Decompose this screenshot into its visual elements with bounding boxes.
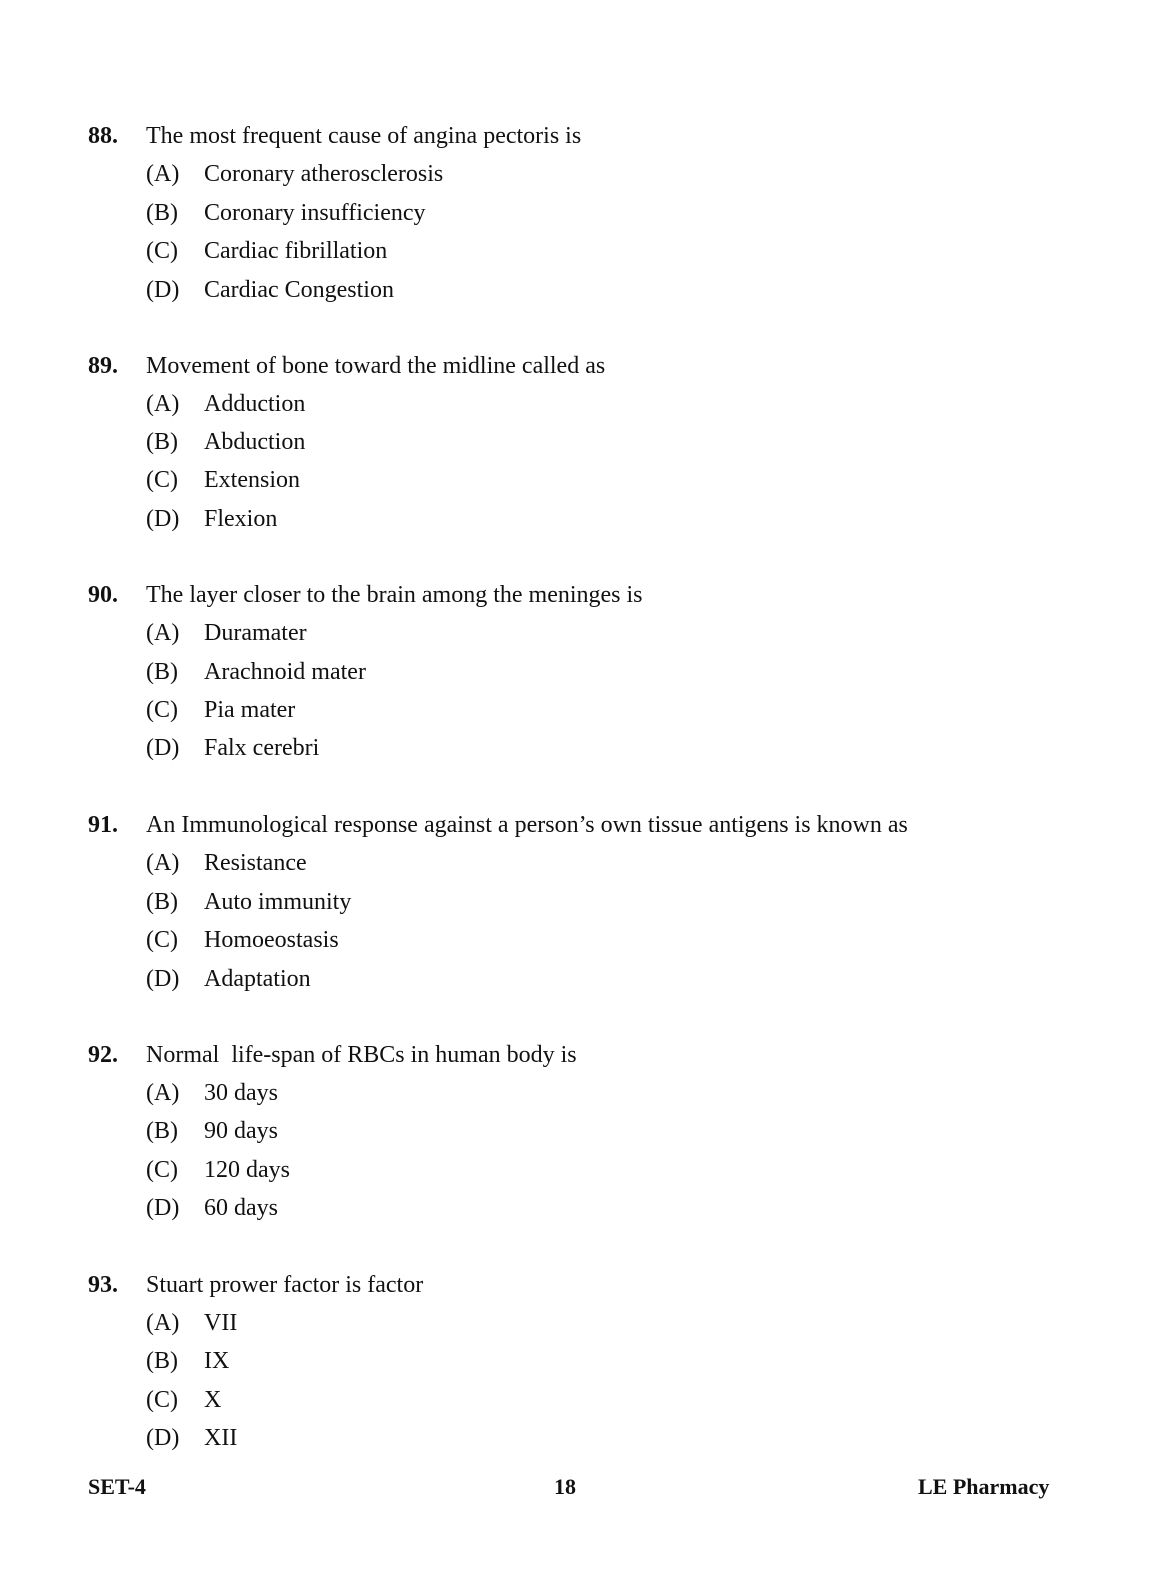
question-stem bbox=[0, 810, 1100, 840]
option-text: Extension bbox=[204, 467, 300, 493]
page-number: 18 bbox=[554, 1474, 576, 1499]
option-letter: (D) bbox=[146, 506, 180, 532]
option-letter: (C) bbox=[146, 1387, 178, 1413]
option-letter: (A) bbox=[146, 620, 180, 646]
option-b bbox=[0, 427, 1100, 457]
option-a bbox=[0, 1078, 1100, 1108]
option-letter: (B) bbox=[146, 889, 178, 915]
option-a bbox=[0, 159, 1100, 189]
option-letter: (C) bbox=[146, 697, 178, 723]
question-text: The most frequent cause of angina pectoris is bbox=[146, 123, 582, 149]
option-d bbox=[0, 1423, 1100, 1453]
question-stem bbox=[0, 580, 1100, 610]
option-a bbox=[0, 389, 1100, 419]
option-text: IX bbox=[204, 1348, 230, 1374]
option-letter: (B) bbox=[146, 429, 178, 455]
option-d bbox=[0, 733, 1100, 763]
option-text: Adduction bbox=[204, 391, 306, 417]
option-letter: (B) bbox=[146, 659, 178, 685]
option-b bbox=[0, 198, 1100, 228]
question-number: 93. bbox=[88, 1272, 118, 1298]
page-footer bbox=[0, 1472, 1153, 1502]
option-c bbox=[0, 1385, 1100, 1415]
option-letter: (A) bbox=[146, 1310, 180, 1336]
option-letter: (A) bbox=[146, 391, 180, 417]
option-letter: (C) bbox=[146, 467, 178, 493]
option-c bbox=[0, 1155, 1100, 1185]
option-d bbox=[0, 275, 1100, 305]
option-d bbox=[0, 1193, 1100, 1223]
option-letter: (D) bbox=[146, 277, 180, 303]
option-letter: (C) bbox=[146, 238, 178, 264]
option-c bbox=[0, 465, 1100, 495]
option-letter: (A) bbox=[146, 850, 180, 876]
option-text: 90 days bbox=[204, 1118, 278, 1144]
option-letter: (D) bbox=[146, 1195, 180, 1221]
option-text: Arachnoid mater bbox=[204, 659, 366, 685]
question-number: 92. bbox=[88, 1042, 118, 1068]
option-a bbox=[0, 1308, 1100, 1338]
option-text: Cardiac fibrillation bbox=[204, 238, 388, 264]
option-letter: (C) bbox=[146, 927, 178, 953]
option-letter: (C) bbox=[146, 1157, 178, 1183]
option-letter: (D) bbox=[146, 735, 180, 761]
option-text: Coronary atherosclerosis bbox=[204, 161, 444, 187]
option-b bbox=[0, 657, 1100, 687]
option-letter: (A) bbox=[146, 1080, 180, 1106]
option-c bbox=[0, 925, 1100, 955]
set-label: SET-4 bbox=[88, 1474, 146, 1499]
option-letter: (B) bbox=[146, 1118, 178, 1144]
option-a bbox=[0, 848, 1100, 878]
option-text: 120 days bbox=[204, 1157, 290, 1183]
option-d bbox=[0, 504, 1100, 534]
option-b bbox=[0, 1346, 1100, 1376]
option-text: Cardiac Congestion bbox=[204, 277, 394, 303]
option-text: Duramater bbox=[204, 620, 307, 646]
option-letter: (B) bbox=[146, 200, 178, 226]
option-letter: (B) bbox=[146, 1348, 178, 1374]
question-stem bbox=[0, 121, 1100, 151]
option-c bbox=[0, 236, 1100, 266]
question-number: 88. bbox=[88, 123, 118, 149]
option-letter: (D) bbox=[146, 1425, 180, 1451]
subject-label: LE Pharmacy bbox=[918, 1474, 1050, 1499]
option-text: Coronary insufficiency bbox=[204, 200, 426, 226]
option-text: VII bbox=[204, 1310, 238, 1336]
option-text: Homoeostasis bbox=[204, 927, 339, 953]
question-text: Normal life-span of RBCs in human body is bbox=[146, 1042, 577, 1068]
option-b bbox=[0, 887, 1100, 917]
option-text: Abduction bbox=[204, 429, 306, 455]
option-text: XII bbox=[204, 1425, 238, 1451]
question-text: Stuart prower factor is factor bbox=[146, 1272, 424, 1298]
option-text: 60 days bbox=[204, 1195, 278, 1221]
option-text: Flexion bbox=[204, 506, 278, 532]
option-letter: (D) bbox=[146, 966, 180, 992]
question-number: 89. bbox=[88, 353, 118, 379]
question-number: 90. bbox=[88, 582, 118, 608]
question-stem bbox=[0, 1270, 1100, 1300]
option-text: 30 days bbox=[204, 1080, 278, 1106]
question-stem bbox=[0, 351, 1100, 381]
option-text: Pia mater bbox=[204, 697, 296, 723]
question-text: Movement of bone toward the midline called as bbox=[146, 353, 606, 379]
option-text: X bbox=[204, 1387, 222, 1413]
question-text: An Immunological response against a person’s own tissue antigens is known as bbox=[146, 812, 908, 838]
option-a bbox=[0, 618, 1100, 648]
option-text: Resistance bbox=[204, 850, 307, 876]
option-d bbox=[0, 964, 1100, 994]
option-letter: (A) bbox=[146, 161, 180, 187]
question-number: 91. bbox=[88, 812, 118, 838]
option-c bbox=[0, 695, 1100, 725]
option-text: Auto immunity bbox=[204, 889, 352, 915]
option-b bbox=[0, 1116, 1100, 1146]
question-text: The layer closer to the brain among the meninges is bbox=[146, 582, 643, 608]
question-stem bbox=[0, 1040, 1100, 1070]
option-text: Falx cerebri bbox=[204, 735, 320, 761]
option-text: Adaptation bbox=[204, 966, 311, 992]
